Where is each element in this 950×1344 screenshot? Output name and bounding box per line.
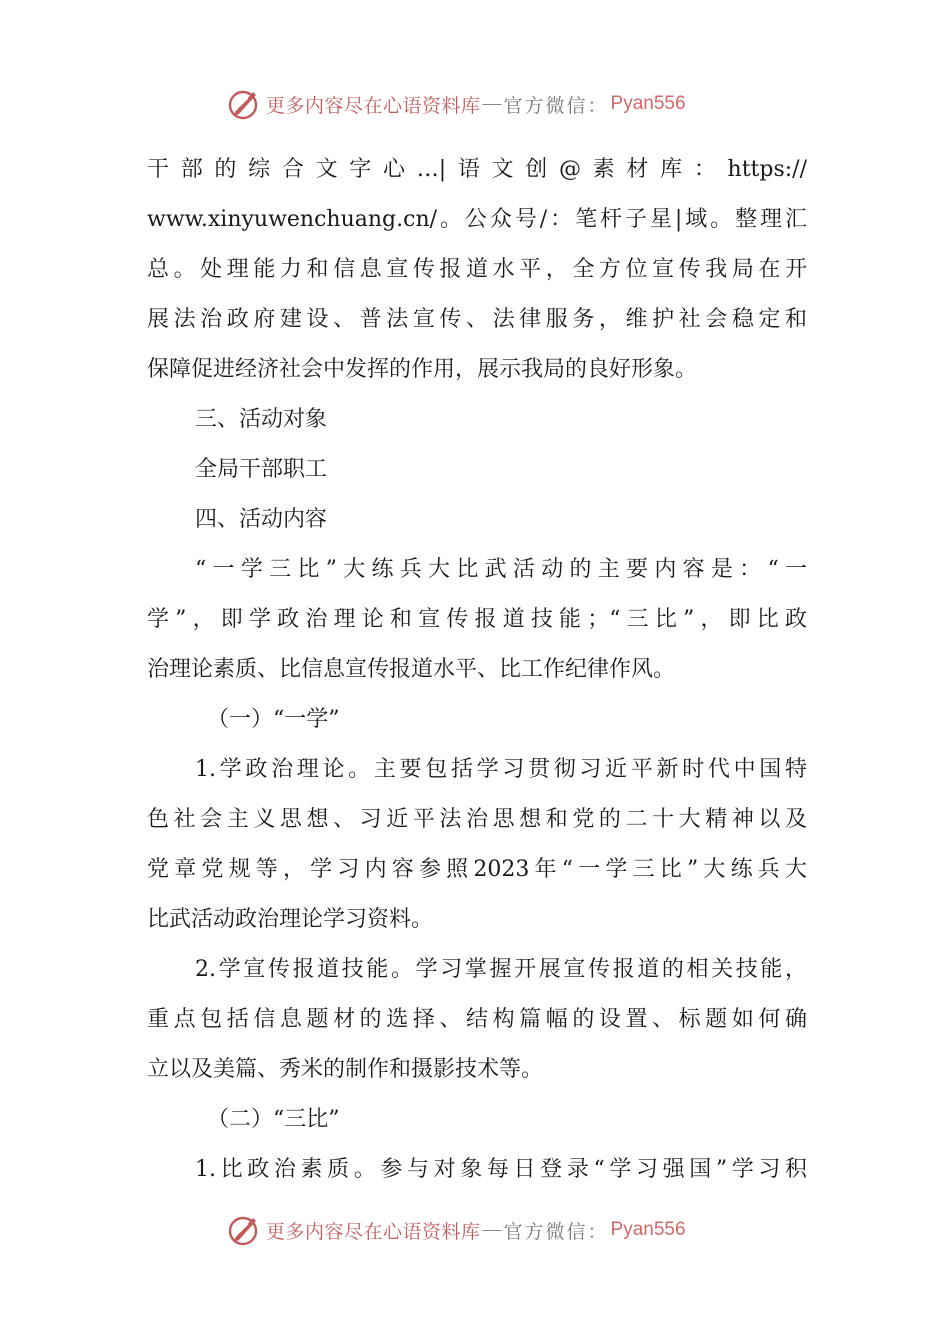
header-slogan: 更多内容尽在心语资料库 xyxy=(266,94,481,117)
document-body xyxy=(147,145,807,1195)
body-line-11: 治理论素质、比信息宣传报道水平、比工作纪律作风。 xyxy=(147,657,676,682)
body-line-18: 重点包括信息题材的选择、结构篇幅的设置、标题如何确 xyxy=(147,1007,807,1032)
body-line-3: 总。处理能力和信息宣传报道水平，全方位宣传我局在开 xyxy=(147,257,807,282)
header-watermark-banner xyxy=(226,84,726,124)
body-line-21: 1.比政治素质。参与对象每日登录“学习强国”学习积 xyxy=(195,1157,807,1182)
subsection-heading-sanbi: （二）“三比” xyxy=(207,1107,340,1132)
header-wechat-id: Pyan556 xyxy=(610,93,686,114)
body-line-14: 色社会主义思想、习近平法治思想和党的二十大精神以及 xyxy=(147,807,807,832)
subsection-heading-yixue: （一）“一学” xyxy=(207,707,340,732)
footer-dash: — xyxy=(482,1219,502,1240)
body-line-4: 展法治政府建设、普法宣传、法律服务，维护社会稳定和 xyxy=(147,307,807,332)
body-line-7: 全局干部职工 xyxy=(195,457,328,482)
body-line-13: 1.学政治理论。主要包括学习贯彻习近平新时代中国特 xyxy=(195,757,807,782)
body-line-15: 党章党规等，学习内容参照2023年“一学三比”大练兵大 xyxy=(147,857,807,882)
section-heading-activity-target: 三、活动对象 xyxy=(195,407,328,432)
footer-watermark-banner xyxy=(226,1210,726,1250)
footer-slogan: 更多内容尽在心语资料库 xyxy=(266,1220,481,1243)
header-dash: — xyxy=(482,93,502,114)
body-line-19: 立以及美篇、秀米的制作和摄影技术等。 xyxy=(147,1057,544,1082)
footer-wechat-id: Pyan556 xyxy=(610,1219,686,1240)
body-line-17: 2.学宣传报道技能。学习掌握开展宣传报道的相关技能， xyxy=(195,957,807,982)
quill-logo-icon xyxy=(226,86,262,122)
quill-logo-icon xyxy=(226,1212,262,1248)
footer-official-label: 官方微信： xyxy=(503,1220,609,1243)
body-line-1: 干部的综合文字心…|语文创@素材库：https:// xyxy=(147,157,807,182)
section-heading-activity-content: 四、活动内容 xyxy=(195,507,328,532)
header-official-label: 官方微信： xyxy=(503,94,609,117)
body-line-2: www.xinyuwenchuang.cn/。公众号/：笔杆子星|域。整理汇 xyxy=(147,207,807,232)
body-line-9: “一学三比”大练兵大比武活动的主要内容是：“一 xyxy=(195,557,807,582)
body-line-10: 学”，即学政治理论和宣传报道技能；“三比”，即比政 xyxy=(147,607,807,632)
body-line-5: 保障促进经济社会中发挥的作用，展示我局的良好形象。 xyxy=(147,357,698,382)
body-line-16: 比武活动政治理论学习资料。 xyxy=(147,907,434,932)
